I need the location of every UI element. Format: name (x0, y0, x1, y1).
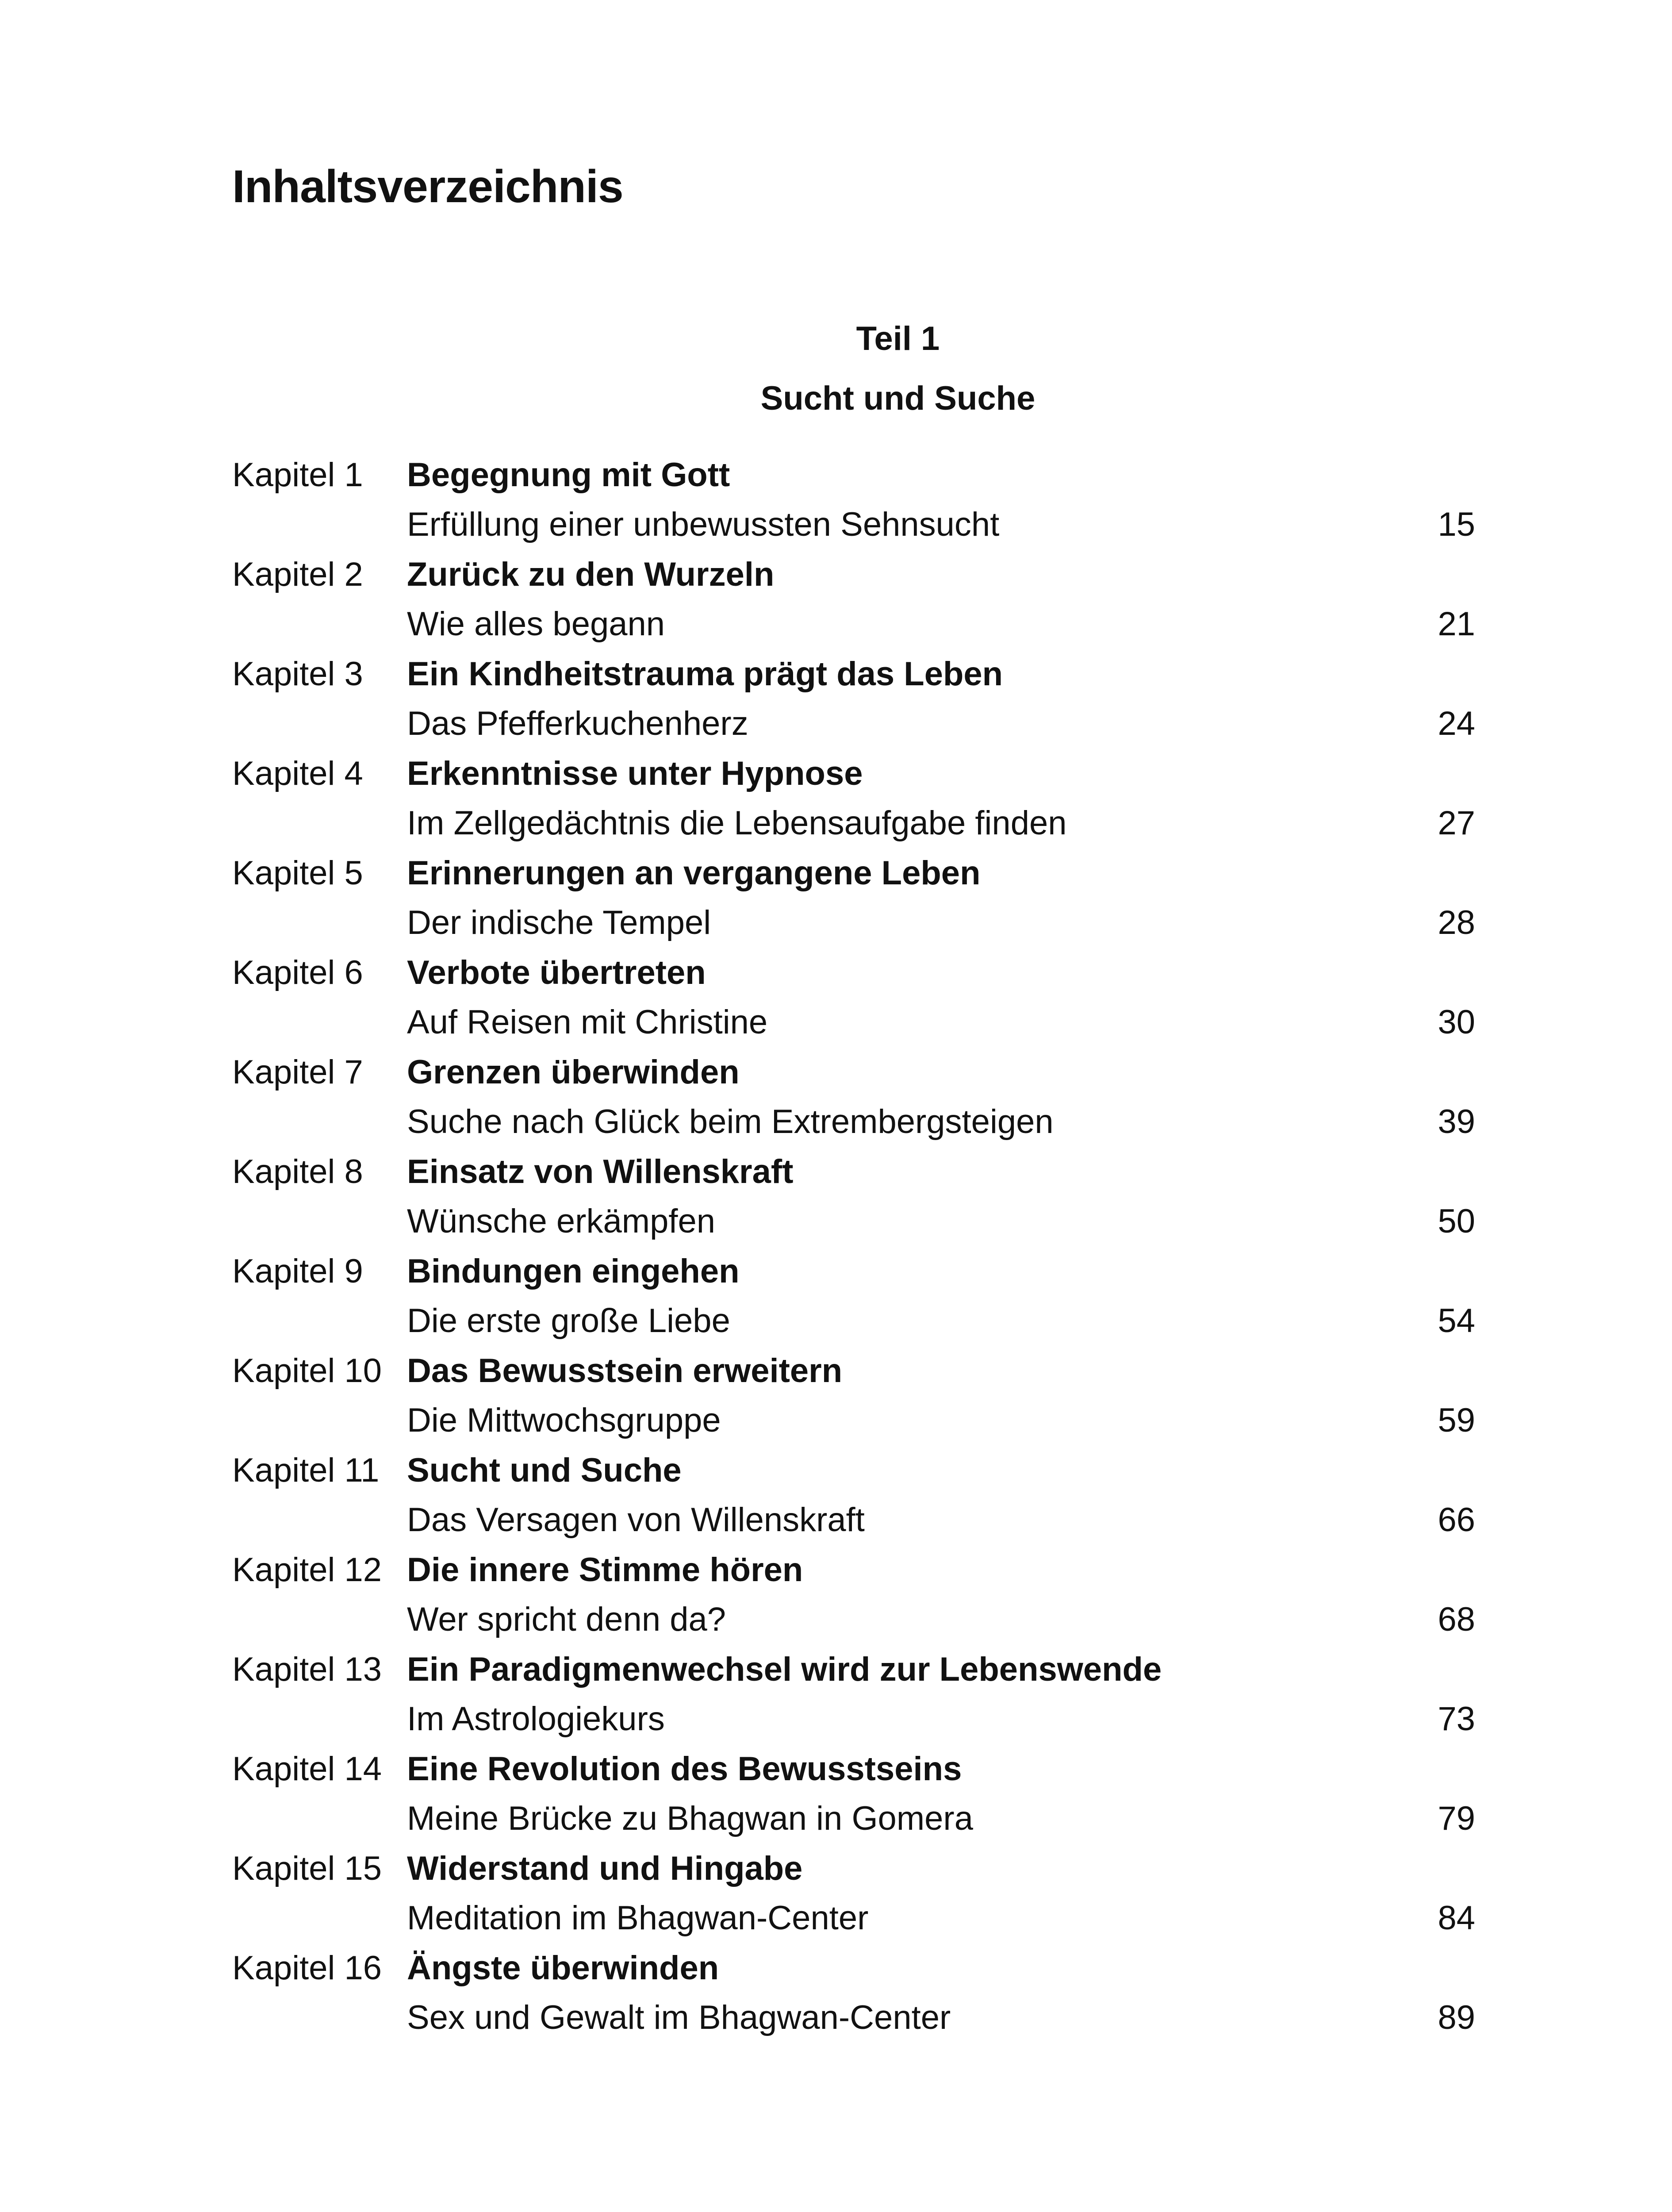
chapter-title: Die innere Stimme hören (407, 1551, 803, 1589)
toc-entry-kapitel-6 (232, 948, 1475, 1048)
table-of-contents (232, 450, 1475, 2043)
toc-entry-kapitel-14 (232, 1744, 1475, 1844)
chapter-subtitle: Meine Brücke zu Bhagwan in Gomera (407, 1800, 973, 1837)
chapter-page-number: 39 (1438, 1103, 1475, 1141)
chapter-subtitle: Die erste große Liebe (407, 1302, 730, 1340)
toc-entry-kapitel-1 (232, 450, 1475, 550)
toc-entry-kapitel-16 (232, 1943, 1475, 2043)
chapter-page-number: 66 (1438, 1501, 1475, 1539)
chapter-subtitle: Suche nach Glück beim Extrembergsteigen (407, 1103, 1054, 1141)
chapter-title: Widerstand und Hingabe (407, 1850, 803, 1887)
chapter-title: Ein Paradigmenwechsel wird zur Lebenswende (407, 1651, 1162, 1688)
chapter-page-number: 59 (1438, 1402, 1475, 1439)
chapter-page-number: 28 (1438, 904, 1475, 941)
chapter-page-number: 50 (1438, 1202, 1475, 1240)
chapter-title: Grenzen überwinden (407, 1053, 740, 1091)
chapter-label: Kapitel 9 (232, 1252, 363, 1290)
chapter-page-number: 89 (1438, 1999, 1475, 2036)
chapter-label: Kapitel 1 (232, 456, 363, 494)
chapter-title: Eine Revolution des Bewusstseins (407, 1750, 962, 1788)
chapter-label: Kapitel 16 (232, 1949, 382, 1987)
chapter-page-number: 27 (1438, 804, 1475, 842)
chapter-title: Sucht und Suche (407, 1452, 682, 1489)
chapter-label: Kapitel 13 (232, 1651, 382, 1688)
chapter-label: Kapitel 8 (232, 1153, 363, 1190)
chapter-page-number: 24 (1438, 705, 1475, 742)
chapter-label: Kapitel 3 (232, 655, 363, 693)
chapter-title: Begegnung mit Gott (407, 456, 730, 494)
chapter-page-number: 73 (1438, 1700, 1475, 1738)
chapter-title: Zurück zu den Wurzeln (407, 556, 775, 593)
chapter-page-number: 68 (1438, 1601, 1475, 1638)
part-title: Sucht und Suche (760, 380, 1035, 417)
chapter-subtitle: Meditation im Bhagwan-Center (407, 1899, 869, 1937)
chapter-page-number: 21 (1438, 605, 1475, 643)
chapter-label: Kapitel 11 (232, 1452, 380, 1489)
chapter-subtitle: Auf Reisen mit Christine (407, 1003, 768, 1041)
chapter-title: Das Bewusstsein erweitern (407, 1352, 843, 1390)
chapter-title: Ein Kindheitstrauma prägt das Leben (407, 655, 1003, 693)
chapter-title: Einsatz von Willenskraft (407, 1153, 794, 1190)
chapter-subtitle: Wer spricht denn da? (407, 1601, 726, 1638)
toc-entry-kapitel-9 (232, 1247, 1475, 1346)
chapter-subtitle: Die Mittwochsgruppe (407, 1402, 721, 1439)
toc-entry-kapitel-7 (232, 1048, 1475, 1147)
chapter-title: Ängste überwinden (407, 1949, 719, 1987)
chapter-label: Kapitel 15 (232, 1850, 382, 1887)
chapter-page-number: 54 (1438, 1302, 1475, 1340)
chapter-label: Kapitel 12 (232, 1551, 382, 1589)
chapter-label: Kapitel 5 (232, 854, 363, 892)
chapter-subtitle: Im Zellgedächtnis die Lebensaufgabe finden (407, 804, 1067, 842)
chapter-label: Kapitel 6 (232, 954, 363, 991)
toc-entry-kapitel-11 (232, 1446, 1475, 1545)
chapter-label: Kapitel 14 (232, 1750, 382, 1788)
chapter-label: Kapitel 4 (232, 755, 363, 792)
chapter-label: Kapitel 2 (232, 556, 363, 593)
chapter-label: Kapitel 7 (232, 1053, 363, 1091)
chapter-subtitle: Im Astrologiekurs (407, 1700, 665, 1738)
chapter-label: Kapitel 10 (232, 1352, 382, 1390)
chapter-subtitle: Erfüllung einer unbewussten Sehnsucht (407, 506, 1000, 543)
chapter-page-number: 84 (1438, 1899, 1475, 1937)
chapter-title: Erkenntnisse unter Hypnose (407, 755, 863, 792)
toc-entry-kapitel-4 (232, 749, 1475, 849)
chapter-subtitle: Das Versagen von Willenskraft (407, 1501, 865, 1539)
toc-entry-kapitel-10 (232, 1346, 1475, 1446)
chapter-subtitle: Der indische Tempel (407, 904, 711, 941)
chapter-subtitle: Wünsche erkämpfen (407, 1202, 715, 1240)
toc-entry-kapitel-15 (232, 1844, 1475, 1943)
chapter-title: Erinnerungen an vergangene Leben (407, 854, 981, 892)
toc-entry-kapitel-3 (232, 649, 1475, 749)
chapter-title: Verbote übertreten (407, 954, 706, 991)
chapter-subtitle: Wie alles begann (407, 605, 665, 643)
chapter-page-number: 15 (1438, 506, 1475, 543)
toc-entry-kapitel-13 (232, 1645, 1475, 1744)
chapter-title: Bindungen eingehen (407, 1252, 740, 1290)
toc-entry-kapitel-12 (232, 1545, 1475, 1645)
part-number: Teil 1 (856, 320, 940, 357)
chapter-subtitle: Das Pfefferkuchenherz (407, 705, 748, 742)
page-title: Inhaltsverzeichnis (232, 161, 623, 212)
chapter-page-number: 30 (1438, 1003, 1475, 1041)
chapter-page-number: 79 (1438, 1800, 1475, 1837)
toc-entry-kapitel-5 (232, 849, 1475, 948)
toc-entry-kapitel-8 (232, 1147, 1475, 1247)
chapter-subtitle: Sex und Gewalt im Bhagwan-Center (407, 1999, 951, 2036)
toc-entry-kapitel-2 (232, 550, 1475, 649)
